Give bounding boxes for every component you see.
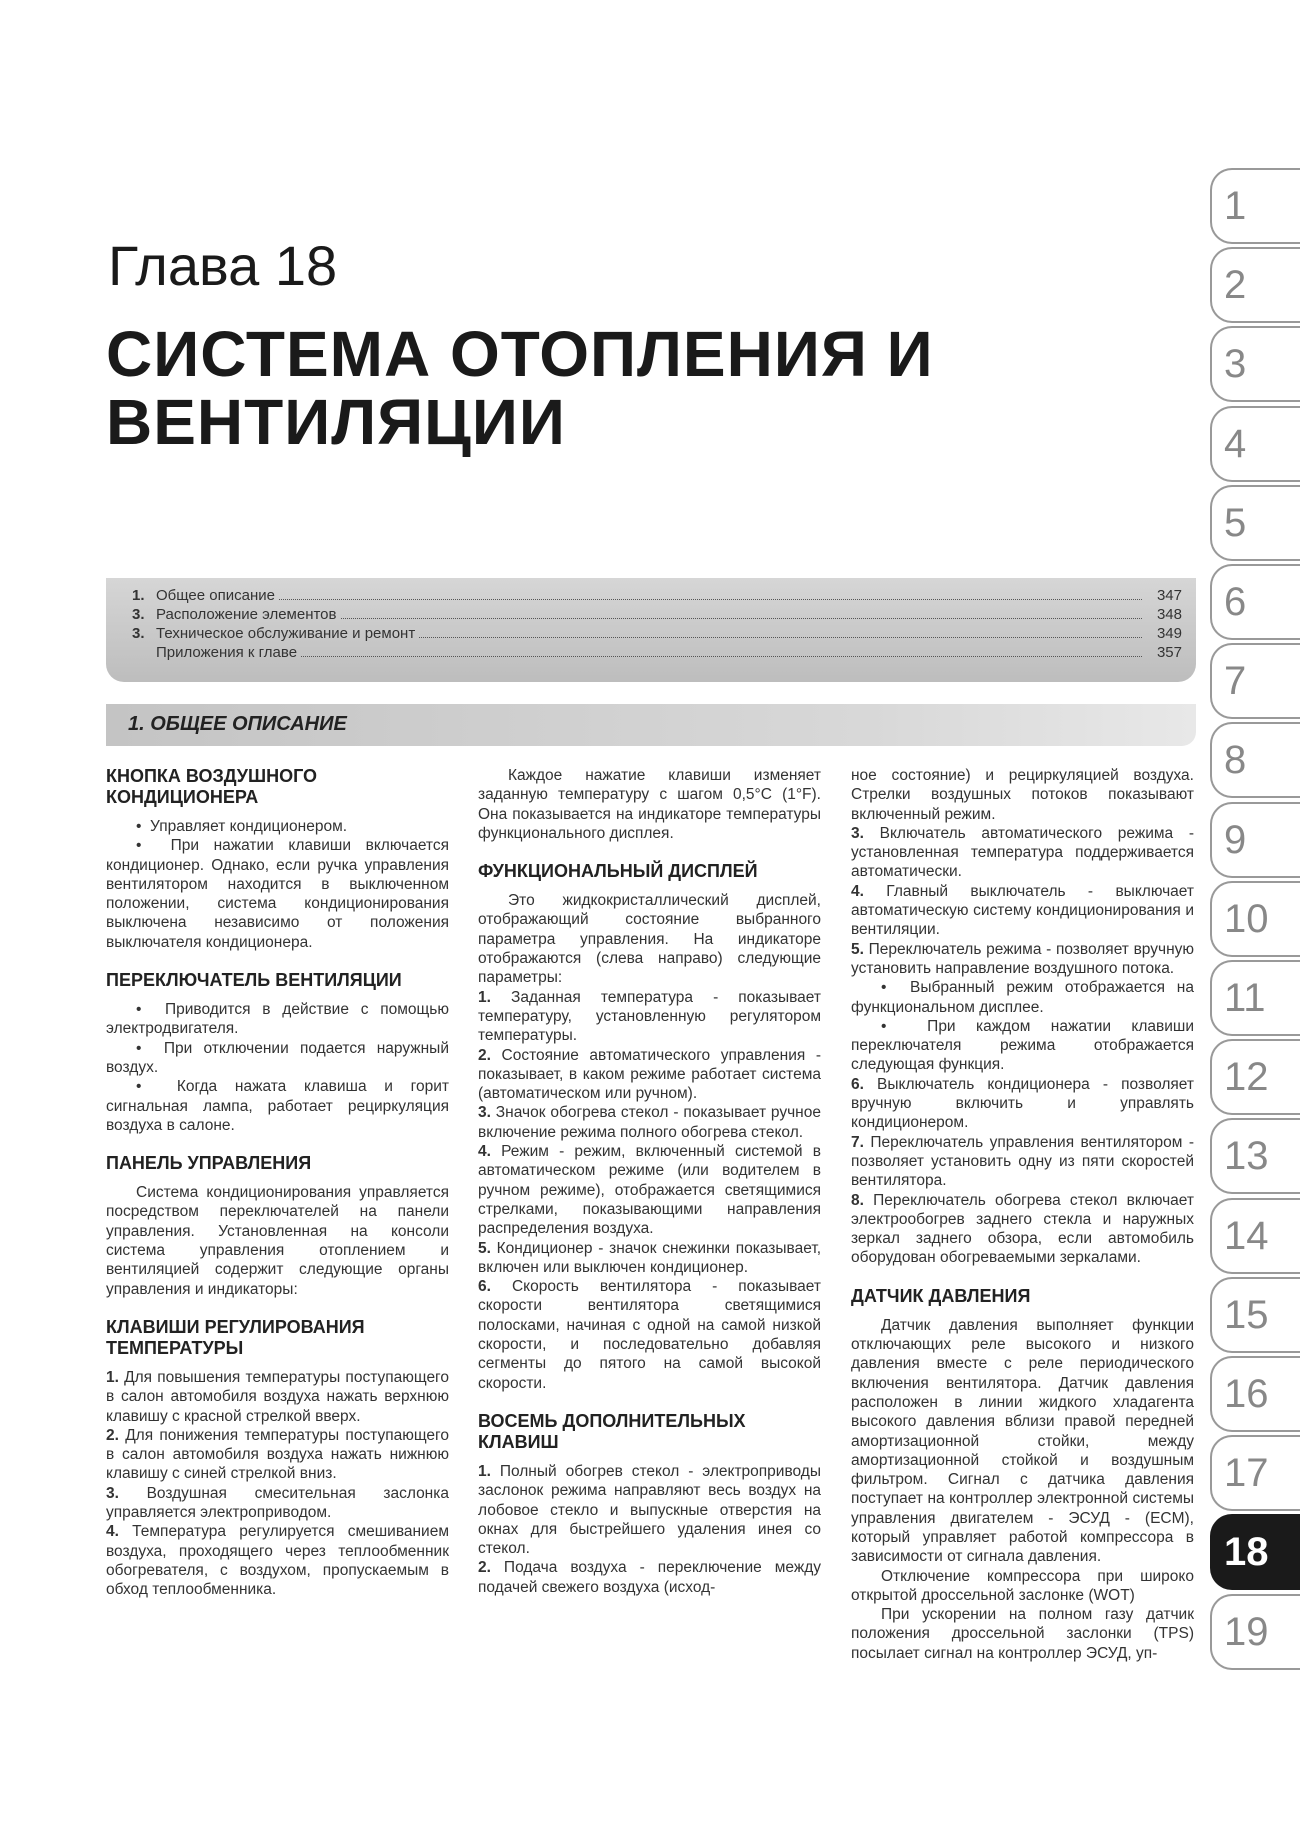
subheading: ПАНЕЛЬ УПРАВЛЕНИЯ: [106, 1153, 312, 1174]
bullet-item: • При отключении подается наружный воздух.: [106, 1039, 449, 1078]
item-text: Включатель автоматического режима - установленная температура поддерживается автоматически.: [851, 824, 1194, 881]
item-number: 7.: [851, 1133, 864, 1151]
subheading: КНОПКА ВОЗДУШНОГО КОНДИЦИОНЕРА: [106, 766, 318, 807]
paragraph: ное состояние) и рециркуляцией воздуха. Стрелки воздушных потоков показывают включенный режим.: [851, 767, 1194, 823]
item-number: 5.: [851, 940, 864, 958]
item-number: 4.: [851, 882, 864, 900]
item-number: 4.: [478, 1143, 491, 1161]
item-number: 5.: [478, 1239, 491, 1257]
paragraph: При ускорении на полном газу датчик положения дроссельной заслонки (TPS) посылает сигнал на контроллер ЭСУД, уп-: [851, 1606, 1194, 1662]
item-number: 1.: [106, 1368, 119, 1386]
toc-title: Приложения к главе: [156, 644, 298, 661]
chapter-tab-5[interactable]: 5: [1210, 485, 1300, 561]
subheading: ДАТЧИК ДАВЛЕНИЯ: [851, 1285, 1031, 1306]
text-column-1: [106, 766, 449, 1600]
paragraph: Это жидкокристаллический дисплей, отображающий состояние выбранного параметра управления. На индикаторе отображаются (слева направо) следующие параметры:: [478, 892, 821, 987]
numbered-item: [851, 824, 1194, 882]
paragraph: Каждое нажатие клавиши изменяет заданную температуру с шагом 0,5°C (1°F). Она показывается на индикаторе температуры функционального дисплея.: [478, 767, 821, 842]
numbered-item: [851, 1075, 1194, 1133]
chapter-tab-1[interactable]: 1: [1210, 168, 1300, 244]
item-text: Скорость вентилятора - показывает скорости вентилятора светящимися полосками, начиная с одной на самой низкой скорости, и последовательно добавляя сегменты до пятого на самой высокой скорости.: [478, 1278, 822, 1392]
item-text: Для повышения температуры поступающего в салон автомобиля воздуха нажать верхнюю клавишу с красной стрелкой вверх.: [106, 1368, 449, 1425]
item-text: Значок обогрева стекол - показывает ручное включение режима полного обогрева стекол.: [478, 1104, 821, 1141]
bullet-item: • Приводится в действие с помощью электродвигателя.: [106, 1000, 449, 1039]
numbered-item: [478, 1103, 821, 1142]
toc-page: 347: [1156, 587, 1182, 604]
chapter-tab-10[interactable]: 10: [1210, 881, 1300, 957]
item-number: 3.: [851, 824, 864, 842]
chapter-label: Глава 18: [108, 234, 338, 297]
toc-leader: [279, 599, 1142, 600]
chapter-tab-13[interactable]: 13: [1210, 1118, 1300, 1194]
toc-page: 348: [1156, 606, 1182, 623]
paragraph: Система кондиционирования управляется посредством переключателей на панели управления. Установленная на консоли система управления отоплением и вентиляцией содержит следующие органы управления и индикаторы:: [106, 1184, 449, 1298]
toc-title: Техническое обслуживание и ремонт: [156, 625, 416, 642]
numbered-item: [478, 1277, 821, 1393]
chapter-tab-18-active[interactable]: 18: [1210, 1514, 1300, 1590]
bullet-item: • Управляет кондиционером.: [106, 817, 449, 836]
item-number: 6.: [851, 1075, 864, 1093]
paragraph: Отключение компрессора при широко открытой дроссельной заслонке (WOT): [851, 1567, 1194, 1604]
numbered-item: [478, 1046, 821, 1104]
subheading: ФУНКЦИОНАЛЬНЫЙ ДИСПЛЕЙ: [478, 861, 758, 882]
numbered-item: [478, 1462, 821, 1558]
paragraph: Датчик давления выполняет функции отключающих реле высокого и низкого давления вместе с реле периодического включения вентилятора. Датчик давления расположен в линии жидкого хладагента высокого давления вблизи правой передней амортизационной стойки, между амортизационной стойкой и воздушным фильтром. Сигнал с датчика давления поступает на контроллер электронной системы управления двигателем - ЭСУД - (ECM), который управляет работой компрессора в зависимости от сигнала давления.: [851, 1316, 1194, 1566]
item-text: Температура регулируется смешиванием воздуха, проходящего через теплообменник обогревателя, с воздухом, пропускаемым в обход теплообменника.: [106, 1523, 449, 1599]
item-text: Подача воздуха - переключение между подачей свежего воздуха (исход-: [478, 1559, 822, 1596]
toc-page: 357: [1156, 644, 1182, 661]
numbered-item: [851, 940, 1194, 979]
chapter-tab-15[interactable]: 15: [1210, 1277, 1300, 1353]
section-heading: 1. ОБЩЕЕ ОПИСАНИЕ: [106, 704, 1196, 746]
table-of-contents: [106, 578, 1196, 682]
numbered-item: [851, 882, 1194, 940]
subheading: ПЕРЕКЛЮЧАТЕЛЬ ВЕНТИЛЯЦИИ: [106, 970, 402, 991]
text-column-3: [851, 766, 1194, 1663]
text-column-2: [478, 766, 821, 1597]
item-text: Выключатель кондиционера - позволяет вручную включить и управлять кондиционером.: [851, 1075, 1194, 1132]
item-number: 1.: [478, 1462, 491, 1480]
chapter-tab-8[interactable]: 8: [1210, 722, 1300, 798]
item-text: Переключатель управления вентилятором - позволяет установить одну из пяти скоростей вентилятора.: [851, 1133, 1194, 1190]
chapter-tab-4[interactable]: 4: [1210, 406, 1300, 482]
numbered-item: [478, 1558, 821, 1597]
item-text: Кондиционер - значок снежинки показывает, включен или выключен кондиционер.: [478, 1239, 822, 1276]
chapter-title: [106, 320, 1006, 456]
item-text: Для понижения температуры поступающего в салон автомобиля воздуха нажать нижнюю клавишу с синей стрелкой вниз.: [106, 1426, 449, 1483]
subheading: ВОСЕМЬ ДОПОЛНИТЕЛЬНЫХ КЛАВИШ: [478, 1410, 746, 1452]
chapter-tab-19[interactable]: 19: [1210, 1594, 1300, 1670]
toc-number: 3.: [132, 625, 145, 642]
bullet-item: • Выбранный режим отображается на функциональном дисплее.: [851, 978, 1194, 1017]
item-text: Полный обогрев стекол - электроприводы заслонок режима направляют весь воздух на лобовое стекло и выпускные отверстия на окнах для быстрейшего удаления инея со стекол.: [478, 1462, 821, 1558]
item-text: Состояние автоматического управления - показывает, в каком режиме работает система (автоматическом или ручном).: [478, 1046, 821, 1103]
item-number: 4.: [106, 1523, 119, 1541]
toc-row[interactable]: [132, 606, 1182, 625]
item-number: 2.: [478, 1046, 491, 1064]
bullet-item: • При нажатии клавиши включается кондиционер. Однако, если ручка управления вентилятором находится в выключенном положении, система кондиционирования выключена независимо от положения выключателя кондиционера.: [106, 836, 449, 952]
item-number: 2.: [478, 1559, 491, 1577]
toc-number: 1.: [132, 587, 145, 604]
toc-title: Общее описание: [156, 587, 275, 604]
chapter-title-line1: СИСТЕМА ОТОПЛЕНИЯ И: [106, 318, 934, 390]
chapter-tab-16[interactable]: 16: [1210, 1356, 1300, 1432]
chapter-tab-6[interactable]: 6: [1210, 564, 1300, 640]
numbered-item: [851, 1191, 1194, 1268]
item-text: Переключатель обогрева стекол включает электрообогрев заднего стекла и наружных зеркал заднего обзора, если автомобиль оборудован обогреваемыми зеркалами.: [851, 1191, 1194, 1267]
chapter-tab-7[interactable]: 7: [1210, 643, 1300, 719]
toc-page: 349: [1156, 625, 1182, 642]
toc-leader: [341, 618, 1143, 619]
item-number: 2.: [106, 1426, 119, 1444]
item-text: Режим - режим, включенный системой в автоматическом режиме (или водителем в ручном режиме), отображается светящимися стрелками, показывающими направления распределения воздуха.: [478, 1143, 822, 1238]
item-number: 8.: [851, 1191, 864, 1209]
chapter-tab-11[interactable]: 11: [1210, 960, 1300, 1036]
numbered-item: [106, 1368, 449, 1426]
numbered-item: [478, 988, 821, 1046]
item-text: Главный выключатель - выключает автоматическую систему кондиционирования и вентиляции.: [851, 882, 1194, 939]
item-number: 3.: [106, 1484, 119, 1502]
toc-leader: [419, 637, 1142, 638]
bullet-item: • При каждом нажатии клавиши переключателя режима отображается следующая функция.: [851, 1017, 1194, 1075]
numbered-item: [851, 1133, 1194, 1191]
numbered-item: [478, 1142, 821, 1238]
toc-title: Расположение элементов: [156, 606, 337, 623]
toc-leader: [301, 656, 1142, 657]
item-number: 3.: [478, 1104, 491, 1122]
item-text: Воздушная смесительная заслонка управляется электроприводом.: [106, 1484, 449, 1522]
toc-row[interactable]: [132, 625, 1182, 644]
toc-number: 3.: [132, 606, 145, 623]
chapter-tab-2[interactable]: 2: [1210, 247, 1300, 323]
subheading: КЛАВИШИ РЕГУЛИРОВАНИЯ ТЕМПЕРАТУРЫ: [106, 1316, 365, 1358]
item-number: 6.: [478, 1278, 491, 1296]
chapter-tab-14[interactable]: 14: [1210, 1198, 1300, 1274]
chapter-title-line2: ВЕНТИЛЯЦИИ: [106, 386, 566, 458]
chapter-tab-17[interactable]: 17: [1210, 1435, 1300, 1511]
chapter-tab-3[interactable]: 3: [1210, 326, 1300, 402]
item-text: Переключатель режима - позволяет вручную установить направление воздушного потока.: [851, 940, 1195, 977]
item-text: Заданная температура - показывает температуру, установленную регулятором температуры.: [478, 988, 822, 1045]
numbered-item: [106, 1426, 449, 1484]
toc-row[interactable]: [132, 644, 1182, 663]
numbered-item: [106, 1484, 449, 1523]
chapter-tab-12[interactable]: 12: [1210, 1039, 1300, 1115]
bullet-item: • Когда нажата клавиша и горит сигнальная лампа, работает рециркуляция воздуха в салоне.: [106, 1077, 449, 1135]
numbered-item: [478, 1239, 821, 1278]
item-number: 1.: [478, 988, 491, 1006]
toc-row[interactable]: [132, 587, 1182, 606]
numbered-item: [106, 1522, 449, 1599]
chapter-tab-9[interactable]: 9: [1210, 802, 1300, 878]
